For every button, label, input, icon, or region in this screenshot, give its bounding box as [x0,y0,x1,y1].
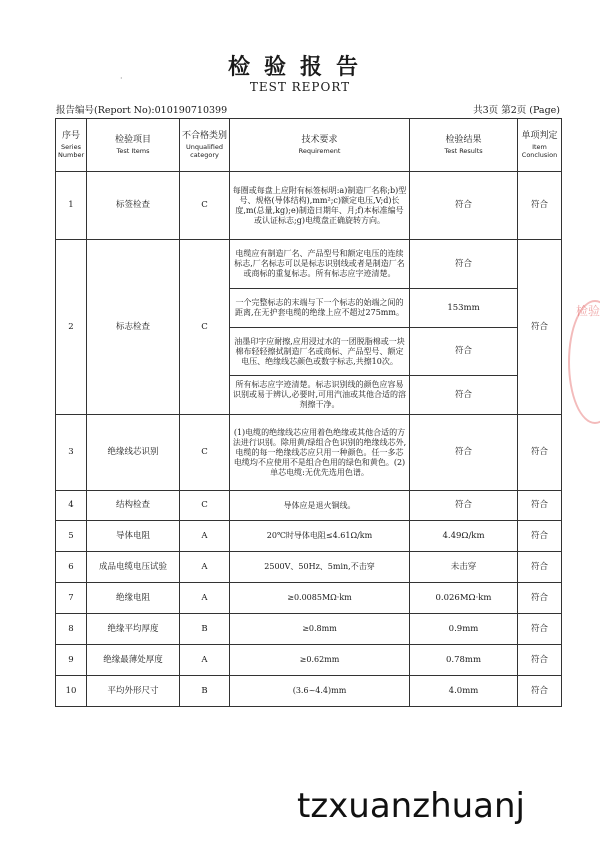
test-item: 平均外形尺寸 [87,676,180,707]
item-conclusion: 符合 [518,645,562,676]
test-item: 绝缘平均厚度 [87,614,180,645]
col-cat-en: Unqualified category [186,142,223,159]
table-header-row [56,119,562,172]
report-number-label: 报告编号(Report No): [56,105,155,116]
requirement: 一个完整标志的末端与下一个标志的始端之间的距离,在无护套电缆的绝缘上应不超过275mm。 [230,289,410,328]
item-conclusion: 符合 [518,583,562,614]
requirement: ≥0.8mm [230,614,410,645]
row-number: 1 [56,172,87,240]
requirement: ≥0.0085MΩ·km [230,583,410,614]
test-item: 绝缘电阻 [87,583,180,614]
col-header-requirement [230,119,410,172]
category: B [180,676,230,707]
item-conclusion: 符合 [518,240,562,415]
category: A [180,552,230,583]
item-conclusion: 符合 [518,521,562,552]
row-number: 9 [56,645,87,676]
category: C [180,172,230,240]
watermark-text: tzxuanzhuanj [297,786,526,826]
col-req-en: Requirement [298,146,341,155]
category: A [180,645,230,676]
test-item: 标签检查 [87,172,180,240]
requirement: 2500V、50Hz、5min,不击穿 [230,552,410,583]
report-number-value: 010190710399 [154,105,228,116]
category: B [180,614,230,645]
table-row [56,676,562,707]
col-req-cn: 技术要求 [301,135,338,146]
table-row [56,240,562,289]
item-conclusion: 符合 [518,172,562,240]
test-item: 结构检查 [87,491,180,521]
test-item: 成品电缆电压试验 [87,552,180,583]
test-result: 153mm [410,289,518,328]
category: A [180,583,230,614]
col-con-cn: 单项判定 [521,131,558,142]
test-result: 4.49Ω/km [410,521,518,552]
col-header-category [180,119,230,172]
requirement: 所有标志应字迹清楚。标志识别线的颜色应容易识别或易于辨认,必要时,可用汽油或其他合适的溶剂擦干净。 [230,376,410,415]
table-row [56,172,562,240]
row-number: 2 [56,240,87,415]
col-con-en: Item Conclusion [521,142,558,159]
col-header-no [56,119,87,172]
scan-speck: · [120,74,123,83]
test-item: 绝缘线芯识别 [87,415,180,491]
row-number: 3 [56,415,87,491]
test-result: 0.78mm [410,645,518,676]
row-number: 7 [56,583,87,614]
table-row [56,645,562,676]
col-item-en: Test Items [116,146,150,155]
col-header-item [87,119,180,172]
test-result: 符合 [410,240,518,289]
report-title-en: TEST REPORT [249,80,351,94]
test-item: 标志检查 [87,240,180,415]
col-header-result [410,119,518,172]
test-item: 绝缘最薄处厚度 [87,645,180,676]
category: C [180,415,230,491]
test-result: 符合 [410,172,518,240]
col-res-en: Test Results [444,146,483,155]
requirement: 导体应是退火铜线。 [230,491,410,521]
test-result: 0.026MΩ·km [410,583,518,614]
row-number: 6 [56,552,87,583]
requirement: 油墨印字应耐擦,应用浸过水的一团脱脂棉或一块棉布轻轻擦拭制造厂名或商标、产品型号、额定电压、绝缘线芯颜色或数字标志,共擦10次。 [230,328,410,376]
table-row [56,614,562,645]
test-item: 导体电阻 [87,521,180,552]
requirement: 20℃时导体电阻≤4.61Ω/km [230,521,410,552]
category: A [180,521,230,552]
row-number: 10 [56,676,87,707]
inspection-stamp-edge [568,300,600,424]
page-info: 共3页 第2页 (Page) [473,105,560,116]
table-row [56,583,562,614]
test-result: 符合 [410,376,518,415]
requirement: ≥0.62mm [230,645,410,676]
item-conclusion: 符合 [518,415,562,491]
test-result: 0.9mm [410,614,518,645]
item-conclusion: 符合 [518,552,562,583]
test-result: 符合 [410,328,518,376]
row-number: 5 [56,521,87,552]
item-conclusion: 符合 [518,676,562,707]
test-result: 符合 [410,415,518,491]
col-no-cn: 序号 [61,131,80,142]
table-row [56,521,562,552]
col-cat-cn: 不合格类别 [182,131,228,142]
item-conclusion: 符合 [518,491,562,521]
requirement: (3.6~4.4)mm [230,676,410,707]
category: C [180,240,230,415]
test-result: 未击穿 [410,552,518,583]
col-item-cn: 检验项目 [114,135,151,146]
requirement: 每圈或每盘上应附有标签标明:a)制造厂名称;b)型号、规格(导体结构),mm²;c)额定电压,V;d)长度,m(总量,kg);e)制造日期年、月;f)本标准编号或认证标志;g)电缆盘正确旋转方向。 [230,172,410,240]
requirement: 电缆应有制造厂名、产品型号和额定电压的连续标志,厂名标志可以是标志识别线或者是制造厂名或商标的重复标志。所有标志应字迹清楚。 [230,240,410,289]
table-row [56,415,562,491]
item-conclusion: 符合 [518,614,562,645]
col-no-en: Series Number [58,142,85,159]
table-row [56,491,562,521]
col-header-conclusion [518,119,562,172]
row-number: 8 [56,614,87,645]
stamp-text: 检验 [576,304,600,318]
test-report-table [55,118,562,707]
row-number: 4 [56,491,87,521]
col-res-cn: 检验结果 [445,135,482,146]
table-row [56,552,562,583]
report-title-cn: 检验报告 [227,54,372,80]
requirement: (1)电缆的绝缘线芯应用着色绝缘或其他合适的方法进行识别。除用黄/绿组合色识别的绝缘线芯外,电缆的每一绝缘线芯应只用一种颜色。任一多芯电缆均不应使用不是组合色用的绿色和黄色。(2)单芯电缆:无优先选用色谱。 [230,415,410,491]
test-result: 符合 [410,491,518,521]
report-number [56,102,227,116]
category: C [180,491,230,521]
test-result: 4.0mm [410,676,518,707]
